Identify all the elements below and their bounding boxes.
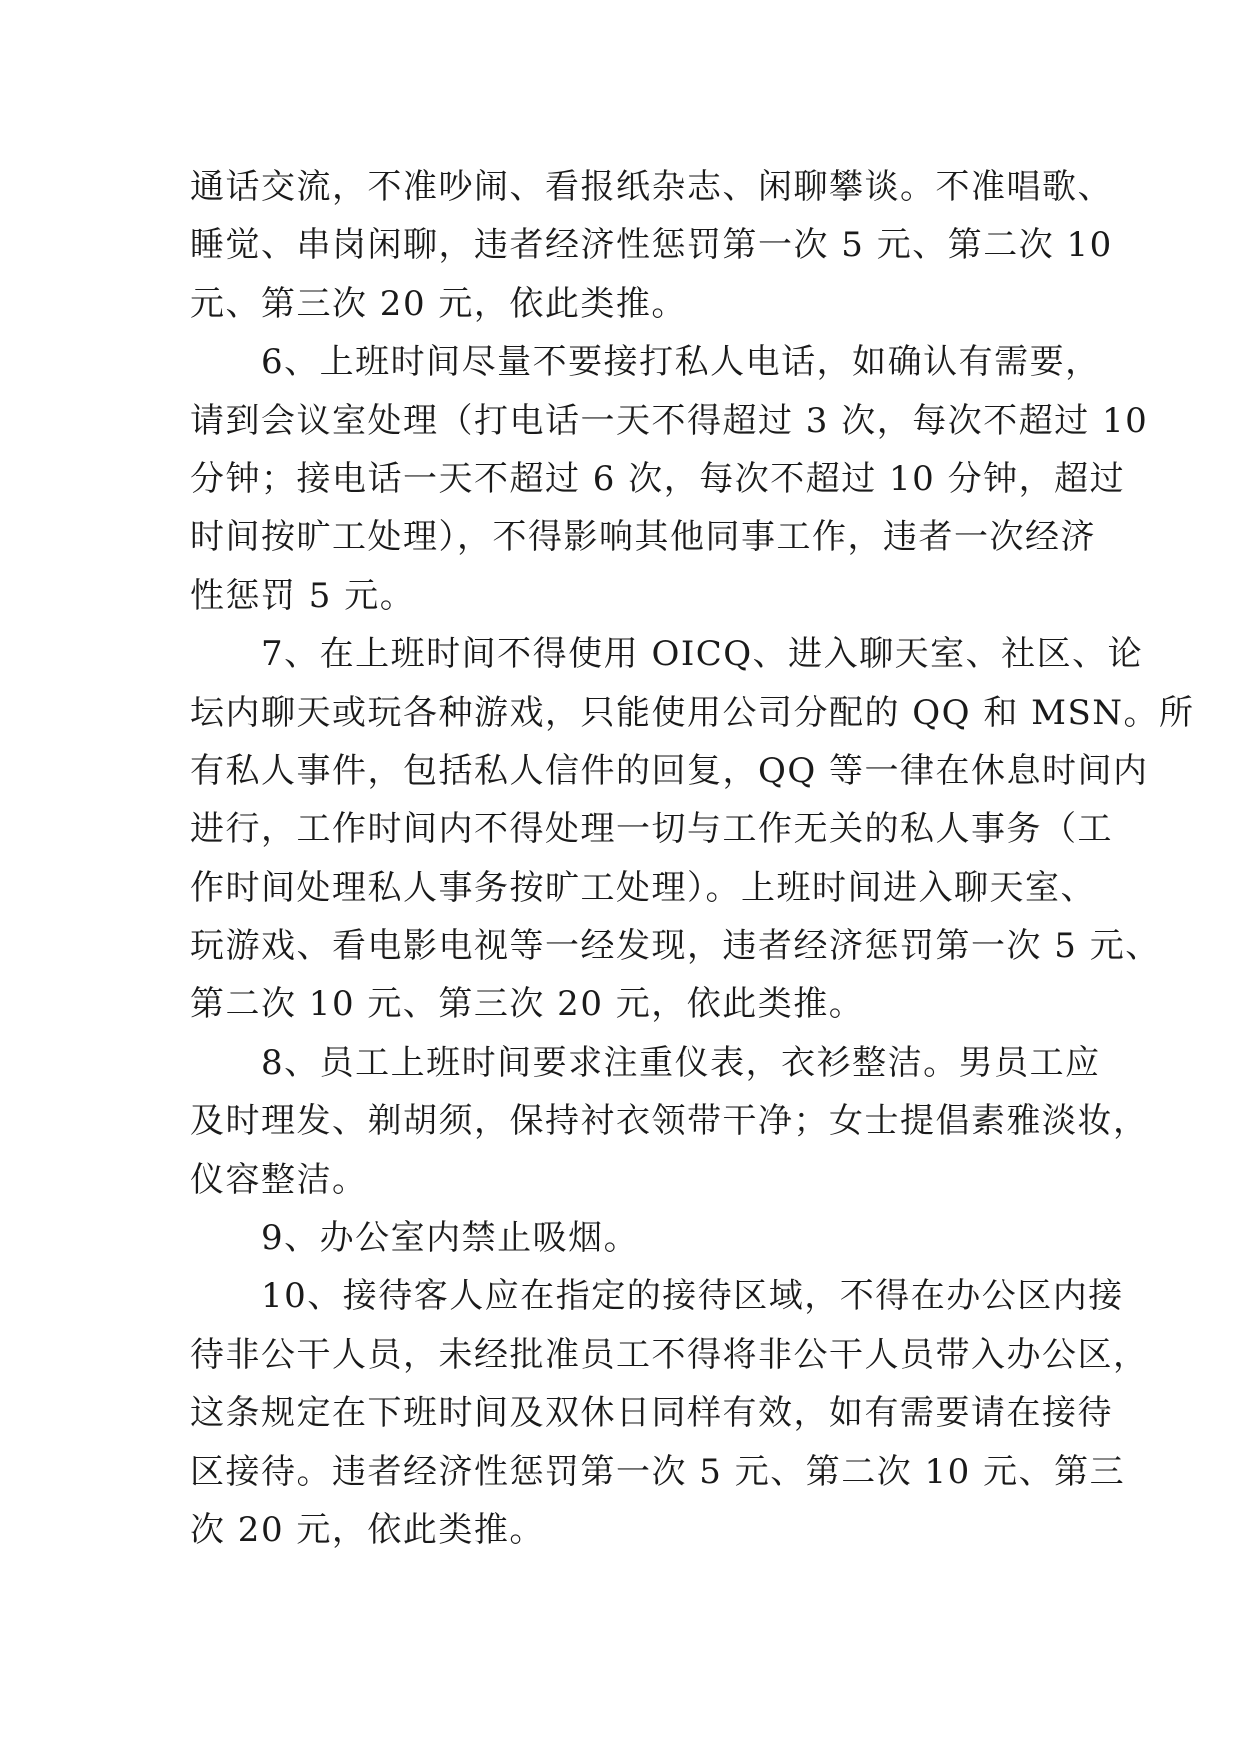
text-line: 元、第三次 20 元，依此类推。 xyxy=(190,283,687,324)
text-line: 有私人事件，包括私人信件的回复，QQ 等一律在休息时间内 xyxy=(190,750,1149,791)
text-line: 玩游戏、看电影电视等一经发现，违者经济惩罚第一次 5 元、 xyxy=(190,926,1161,967)
text-line: 睡觉、串岗闲聊，违者经济性惩罚第一次 5 元、第二次 10 xyxy=(190,225,1113,266)
text-line: 请到会议室处理（打电话一天不得超过 3 次，每次不超过 10 xyxy=(190,400,1149,441)
text-line: 次 20 元，依此类推。 xyxy=(190,1509,545,1550)
text-line: 区接待。违者经济性惩罚第一次 5 元、第二次 10 元、第三 xyxy=(190,1451,1126,1492)
text-line: 通话交流，不准吵闹、看报纸杂志、闲聊攀谈。不准唱歌、 xyxy=(190,167,1113,207)
text-line: 9、办公室内禁止吸烟。 xyxy=(190,1218,640,1259)
text-line: 7、在上班时间不得使用 OICQ、进入聊天室、社区、论 xyxy=(190,634,1144,675)
text-line: 8、员工上班时间要求注重仪表，衣衫整洁。男员工应 xyxy=(190,1042,1101,1083)
text-line: 待非公干人员，未经批准员工不得将非公干人员带入办公区， xyxy=(190,1334,1149,1375)
text-line: 仪容整洁。 xyxy=(190,1159,368,1200)
document-body xyxy=(190,158,1195,1559)
text-line: 分钟；接电话一天不超过 6 次，每次不超过 10 分钟，超过 xyxy=(190,458,1126,499)
text-line: 这条规定在下班时间及双休日同样有效，如有需要请在接待 xyxy=(190,1393,1113,1434)
text-line: 作时间处理私人事务按旷工处理）。上班时间进入聊天室、 xyxy=(190,867,1096,908)
text-line: 6、上班时间尽量不要接打私人电话，如确认有需要， xyxy=(190,342,1101,383)
text-line: 第二次 10 元、第三次 20 元，依此类推。 xyxy=(190,984,865,1025)
text-line: 10、接待客人应在指定的接待区域，不得在办公区内接 xyxy=(190,1276,1124,1317)
text-line: 及时理发、剃胡须，保持衬衣领带干净；女士提倡素雅淡妆， xyxy=(190,1101,1149,1142)
text-line: 坛内聊天或玩各种游戏，只能使用公司分配的 QQ 和 MSN。所 xyxy=(190,692,1195,733)
text-line: 性惩罚 5 元。 xyxy=(190,575,416,616)
text-line: 进行，工作时间内不得处理一切与工作无关的私人事务（工 xyxy=(190,809,1113,850)
text-line: 时间按旷工处理），不得影响其他同事工作，违者一次经济 xyxy=(190,517,1096,558)
